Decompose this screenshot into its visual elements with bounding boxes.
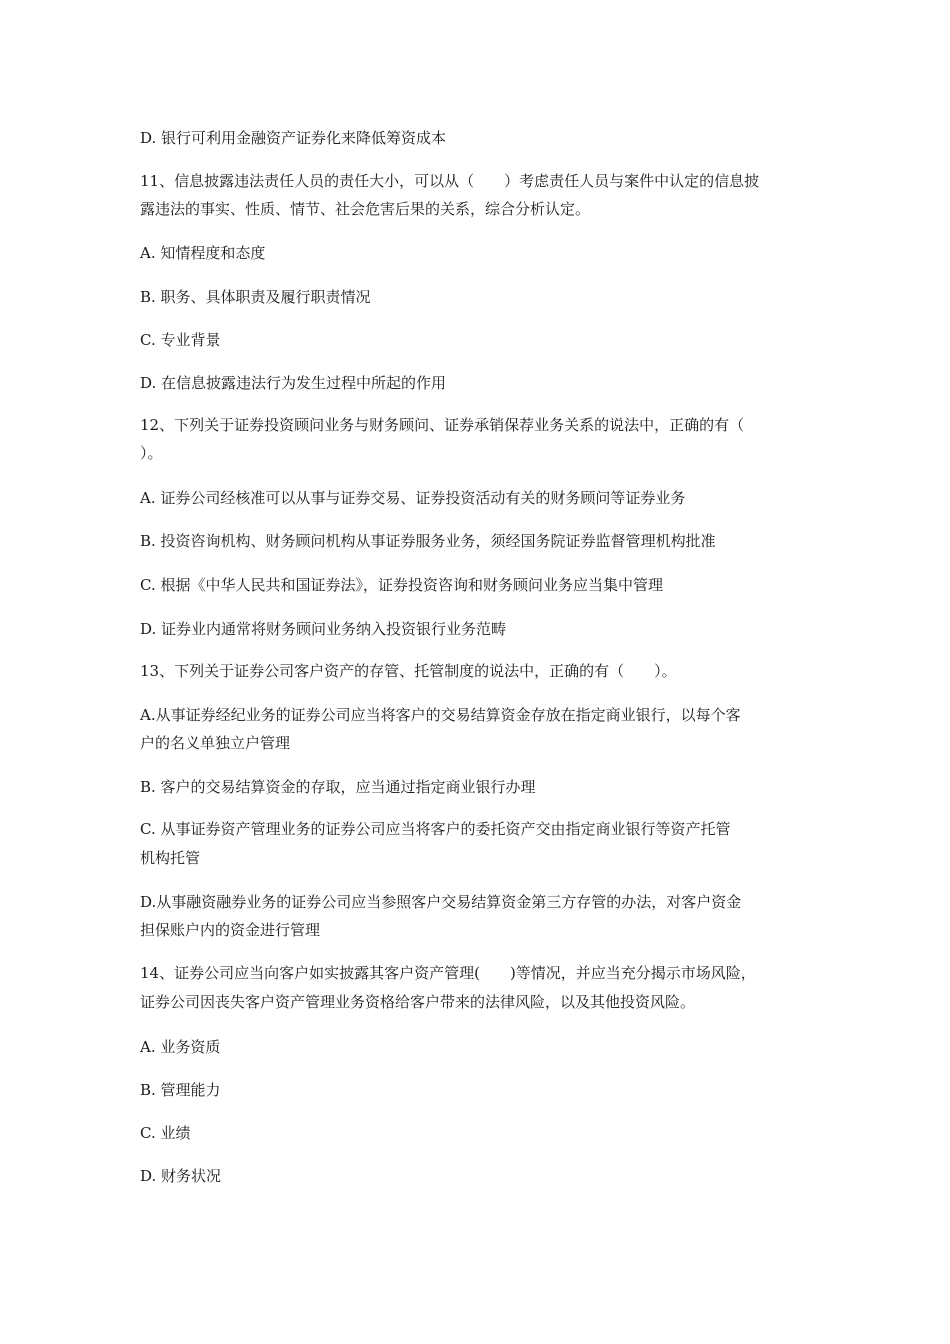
q13-option-c-line-2: 机构托管	[140, 849, 201, 867]
q14-option-a: A. 业务资质	[140, 1038, 221, 1056]
q13-option-a-line-1: A.从事证券经纪业务的证券公司应当将客户的交易结算资金存放在指定商业银行，以每个客	[140, 706, 741, 724]
q13-option-d-line-2: 担保账户内的资金进行管理	[140, 921, 321, 939]
q14-option-d: D. 财务状况	[140, 1167, 222, 1185]
q12-option-a: A. 证券公司经核准可以从事与证券交易、证券投资活动有关的财务顾问等证券业务	[140, 489, 686, 507]
q13-option-c-line-1: C. 从事证券资产管理业务的证券公司应当将客户的委托资产交由指定商业银行等资产托管	[140, 820, 731, 838]
q11-option-c: C. 专业背景	[140, 331, 221, 349]
q10-option-d: D. 银行可利用金融资产证券化来降低筹资成本	[140, 129, 447, 147]
q13-option-d-line-1: D.从事融资融券业务的证券公司应当参照客户交易结算资金第三方存管的办法，对客户资金	[140, 893, 742, 911]
q13-option-b: B. 客户的交易结算资金的存取，应当通过指定商业银行办理	[140, 778, 536, 796]
q11-option-d: D. 在信息披露违法行为发生过程中所起的作用	[140, 374, 447, 392]
q12-option-d: D. 证券业内通常将财务顾问业务纳入投资银行业务范畴	[140, 620, 507, 638]
q14-stem-line-1: 14、证券公司应当向客户如实披露其客户资产管理( )等情况，并应当充分揭示市场风险，	[140, 964, 756, 982]
q13-option-a-line-2: 户的名义单独立户管理	[140, 734, 291, 752]
q11-option-b: B. 职务、具体职责及履行职责情况	[140, 288, 371, 306]
q12-option-c: C. 根据《中华人民共和国证券法》，证券投资咨询和财务顾问业务应当集中管理	[140, 576, 663, 594]
q11-stem-line-1: 11、信息披露违法责任人员的责任大小，可以从（ ）考虑责任人员与案件中认定的信息披	[140, 172, 760, 190]
q11-stem-line-2: 露违法的事实、性质、情节、社会危害后果的关系，综合分析认定。	[140, 200, 591, 218]
q12-stem-line-1: 12、下列关于证券投资顾问业务与财务顾问、证券承销保荐业务关系的说法中，正确的有（	[140, 416, 745, 434]
q11-option-a: A. 知情程度和态度	[140, 244, 266, 262]
q12-stem-line-2: ）。	[140, 444, 163, 462]
q12-option-b: B. 投资咨询机构、财务顾问机构从事证券服务业务，须经国务院证券监督管理机构批准	[140, 532, 716, 550]
q14-option-c: C. 业绩	[140, 1124, 191, 1142]
q13-stem: 13、下列关于证券公司客户资产的存管、托管制度的说法中，正确的有（ ）。	[140, 662, 677, 680]
q14-stem-line-2: 证券公司因丧失客户资产管理业务资格给客户带来的法律风险，以及其他投资风险。	[140, 993, 696, 1011]
q14-option-b: B. 管理能力	[140, 1081, 221, 1099]
